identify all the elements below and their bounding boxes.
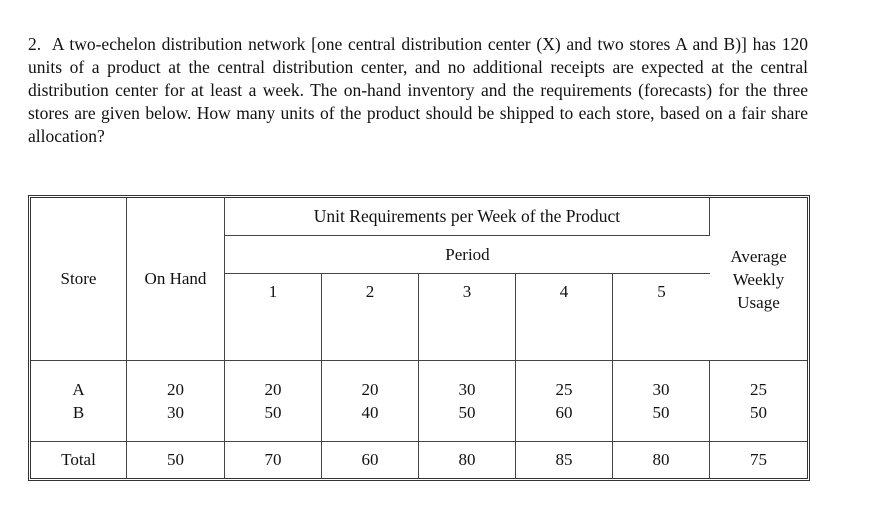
total-average: 75	[749, 450, 767, 469]
question-text	[28, 33, 808, 148]
period-3-cell: 30 50	[419, 361, 516, 442]
period-1-cell: 20 50	[225, 361, 322, 442]
period-2-cell: 20 40	[322, 361, 419, 442]
question-number: 2.	[28, 34, 42, 54]
average-cell: 25 50	[710, 361, 807, 442]
period-label: 5	[613, 274, 710, 361]
period-label: 2	[322, 274, 419, 361]
period-label: 1	[225, 274, 322, 361]
total-onhand: 50	[127, 442, 225, 478]
average-weekly-usage-header: Average Weekly Usage	[710, 198, 807, 361]
store-rows	[31, 361, 807, 442]
total-row	[31, 442, 807, 478]
total-label: Total	[31, 442, 127, 478]
total-period: 70	[225, 442, 322, 478]
unit-requirements-header: Unit Requirements per Week of the Product	[225, 198, 710, 236]
period-4-cell: 25 60	[516, 361, 613, 442]
onhand-cell: 20 30	[127, 361, 225, 442]
period-header: Period	[225, 236, 710, 274]
total-period: 80	[613, 442, 710, 478]
store-header: Store	[31, 198, 127, 361]
total-period: 80	[419, 442, 516, 478]
period-label: 3	[419, 274, 516, 361]
total-period: 85	[516, 442, 613, 478]
period-5-cell: 30 50	[613, 361, 710, 442]
store-cell: A B	[31, 361, 127, 442]
total-period: 60	[322, 442, 419, 478]
onhand-header: On Hand	[127, 198, 225, 361]
question-body: A two-echelon distribution network [one central distribution center (X) and two stores A and B)] has 120 units of a product at the central distribution center, and no additional receipts are expected at the central distribution center for at least a week. The on-hand inventory and the requirements (forecasts) for the three stores are given below. How many units of the product should be shipped to each store, based on a fair share allocation?	[28, 34, 808, 146]
period-label: 4	[516, 274, 613, 361]
requirements-table	[28, 195, 810, 481]
